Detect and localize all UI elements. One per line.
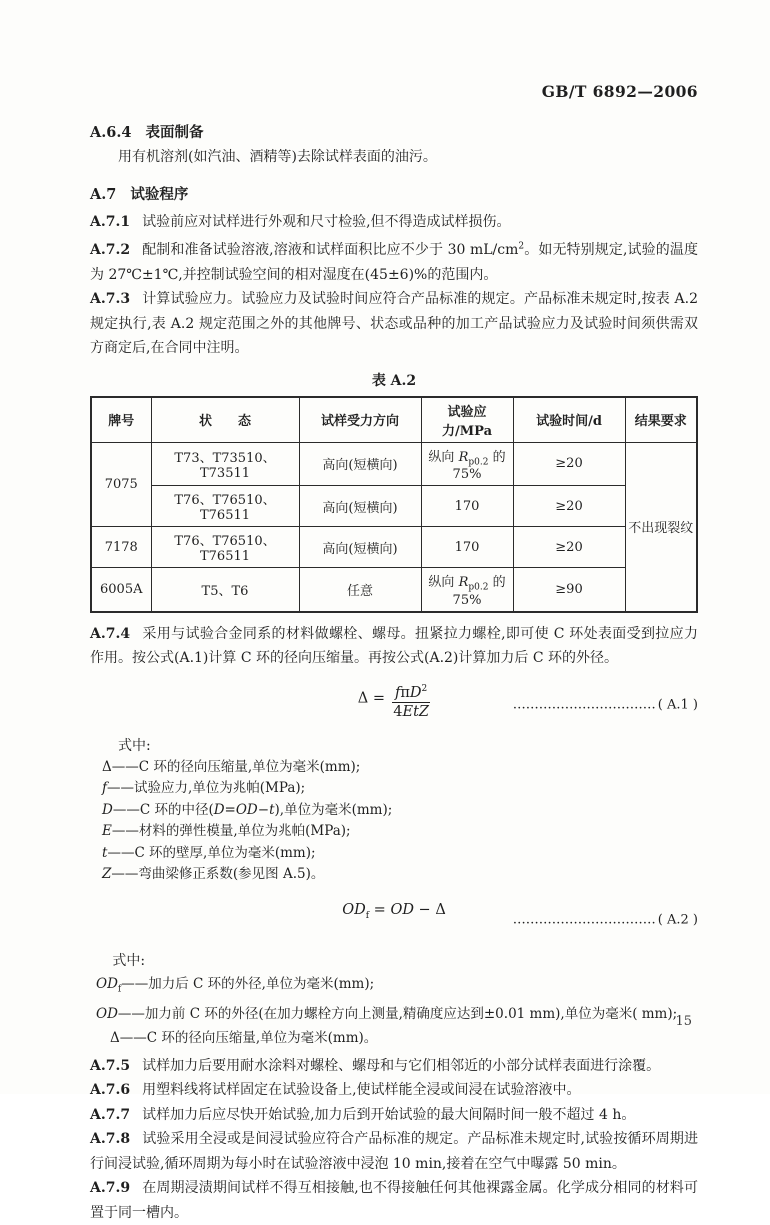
formula-a2 <box>90 899 698 941</box>
formula-a2-body: $OD_f$ = OD − Δ <box>342 901 446 921</box>
cell-time: ≥20 <box>513 486 625 527</box>
clause-a79 <box>90 1176 698 1225</box>
formula-a1-label: ( A.1 ) <box>657 697 698 713</box>
cell-direction: 高向(短横向) <box>299 486 421 527</box>
clause-text-a74: 采用与试验合金同系的材料做螺栓、螺母。扭紧拉力螺栓,即可使 C 环处表面受到拉应力作用。按公式(A.1)计算 C 环的径向压缩量。再按公式(A.2)计算加力后 C 环的外径。 <box>90 625 698 667</box>
clause-number-a73: A.7.3 <box>90 291 131 308</box>
clause-number-a76: A.7.6 <box>90 1082 131 1099</box>
definition-list-2 <box>96 972 698 1050</box>
definition-item: D——C 环的中径(D=OD−t),单位为毫米(mm); <box>102 801 393 818</box>
clause-a78 <box>90 1127 698 1176</box>
table-row <box>91 442 697 486</box>
definition-item: OD——加力前 C 环的外径(在加力螺栓方向上测量,精确度应达到±0.01 mm),单位为毫米( mm); <box>96 1005 678 1022</box>
definition-list-1 <box>102 757 698 886</box>
cell-stress: 170 <box>421 486 513 527</box>
formula-a1-denominator: 4EtZ <box>393 704 429 721</box>
table-header-row <box>91 397 697 443</box>
dotted-leader: …………………………… <box>512 697 656 713</box>
clause-number-a71: A.7.1 <box>90 214 131 230</box>
cell-temper: T5、T6 <box>151 568 299 612</box>
cell-time: ≥20 <box>513 527 625 568</box>
clause-a75 <box>90 1054 698 1079</box>
clause-text-a78: 试验采用全浸或是间浸试验应符合产品标准的规定。产品标准未规定时,试验按循环周期进行间浸试验,循环周期为每小时在试验溶液中浸泡 10 min,接着在空气中曝露 50 min。 <box>90 1131 698 1172</box>
table-row <box>91 527 697 568</box>
cell-stress: 170 <box>421 527 513 568</box>
col-header-direction: 试样受力方向 <box>299 397 421 443</box>
clause-number-a75: A.7.5 <box>90 1057 131 1074</box>
clause-number-a72: A.7.2 <box>90 242 131 259</box>
definition-item: Δ——C 环的径向压缩量,单位为毫米(mm); <box>102 758 361 775</box>
definition-item: t——C 环的壁厚,单位为毫米(mm); <box>102 844 316 861</box>
cell-direction: 高向(短横向) <box>299 527 421 568</box>
clause-text-a76: 用塑料线将试样固定在试验设备上,使试样能全浸或间浸在试验溶液中。 <box>142 1082 581 1099</box>
clause-a77 <box>90 1103 698 1128</box>
cell-temper: T76、T76510、T76511 <box>151 486 299 527</box>
table-row <box>91 486 697 527</box>
standard-code: GB/T 6892—2006 <box>541 82 698 101</box>
clause-a76 <box>90 1078 698 1103</box>
definition-item: E——材料的弹性模量,单位为兆帕(MPa); <box>102 823 351 840</box>
clause-number-a64: A.6.4 <box>90 124 132 141</box>
clause-text-a79: 在周期浸渍期间试样不得互相接触,也不得接触任何其他裸露金属。化学成分相同的材料可置于同一槽内。 <box>90 1180 698 1221</box>
col-header-temper: 状 态 <box>151 397 299 443</box>
cell-temper: T76、T76510、T76511 <box>151 527 299 568</box>
col-header-alloy: 牌号 <box>91 397 151 443</box>
cell-direction: 高向(短横向) <box>299 442 421 486</box>
formula-a1-fraction <box>392 684 430 721</box>
clause-title-a64: 表面制备 <box>145 124 204 141</box>
definition-item: Z——弯曲梁修正系数(参见图 A.5)。 <box>102 866 325 883</box>
col-header-stress: 试验应力/MPa <box>421 397 513 443</box>
col-header-time: 试验时间/d <box>513 397 625 443</box>
formula-a1-lhs: Δ = <box>357 690 385 707</box>
clause-title-a7: 试验程序 <box>130 186 189 203</box>
heading-a7 <box>90 183 698 204</box>
formula-a1 <box>90 684 698 726</box>
cell-alloy-6005a: 6005A <box>91 568 151 612</box>
formula-a2-reference <box>513 912 698 927</box>
cell-stress: 纵向 $R_{p0.2}$ 的 75% <box>421 442 513 486</box>
cell-alloy-7178: 7178 <box>91 527 151 568</box>
where-intro-1: 式中: <box>118 737 151 754</box>
cell-alloy-7075: 7075 <box>91 442 151 527</box>
heading-a64 <box>90 121 698 142</box>
cell-time: ≥90 <box>513 568 625 612</box>
clause-number-a74: A.7.4 <box>90 625 131 642</box>
formula-a1-reference <box>513 697 698 712</box>
page-number: 15 <box>675 1014 692 1029</box>
clause-a72 <box>90 235 698 288</box>
cell-stress: 纵向 $R_{p0.2}$ 的 75% <box>421 568 513 612</box>
clause-number-a78: A.7.8 <box>90 1131 131 1148</box>
formula-a2-label: ( A.2 ) <box>657 912 698 928</box>
clause-text-a75: 试样加力后要用耐水涂料对螺栓、螺母和与它们相邻近的小部分试样表面进行涂覆。 <box>142 1057 661 1074</box>
table-a2 <box>90 396 698 613</box>
clause-text-a71: 试验前应对试样进行外观和尺寸检验,但不得造成试样损伤。 <box>142 214 511 230</box>
clause-number-a79: A.7.9 <box>90 1180 131 1197</box>
cell-temper: T73、T73510、T73511 <box>151 442 299 486</box>
cell-time: ≥20 <box>513 442 625 486</box>
definition-item: f——试验应力,单位为兆帕(MPa); <box>102 780 306 797</box>
dotted-leader: …………………………… <box>512 912 656 928</box>
clause-number-a7: A.7 <box>90 186 117 203</box>
col-header-result: 结果要求 <box>625 397 697 443</box>
clause-text-a73: 计算试验应力。试验应力及试验时间应符合产品标准的规定。产品标准未规定时,按表 A.2 规定执行,表 A.2 规定范围之外的其他牌号、状态或品种的加工产品试验应力及试验时间须供需双方商定后,在合同中注明。 <box>90 291 698 357</box>
table-a2-title: 表 A.2 <box>371 372 417 389</box>
formula-a1-numerator: fπD$^2$ <box>392 684 430 704</box>
table-row <box>91 568 697 612</box>
clause-a71 <box>90 210 698 235</box>
cell-direction: 任意 <box>299 568 421 612</box>
clause-text-a77: 试样加力后应尽快开始试验,加力后到开始试验的最大间隔时间一般不超过 4 h。 <box>142 1106 636 1123</box>
clause-number-a77: A.7.7 <box>90 1106 131 1123</box>
cell-result: 不出现裂纹 <box>625 442 697 612</box>
where-intro-2: 式中: <box>112 952 146 969</box>
paragraph-a64-body: 用有机溶剂(如汽油、酒精等)去除试样表面的油污。 <box>118 149 437 165</box>
clause-a74 <box>90 622 698 671</box>
formula-a1-body <box>358 684 431 721</box>
clause-a73 <box>90 287 698 361</box>
clause-text-a72: 配制和准备试验溶液,溶液和试样面积比应不少于 30 $mL/cm^2$。如无特别规定,试验的温度为 27℃±1℃,并控制试验空间的相对湿度在(45±6)%的范围内。 <box>90 241 698 283</box>
definition-item: $OD_f——$加力后 C 环的外径,单位为毫米(mm); <box>96 975 375 995</box>
definition-item: Δ——C 环的径向压缩量,单位为毫米(mm)。 <box>110 1029 378 1046</box>
